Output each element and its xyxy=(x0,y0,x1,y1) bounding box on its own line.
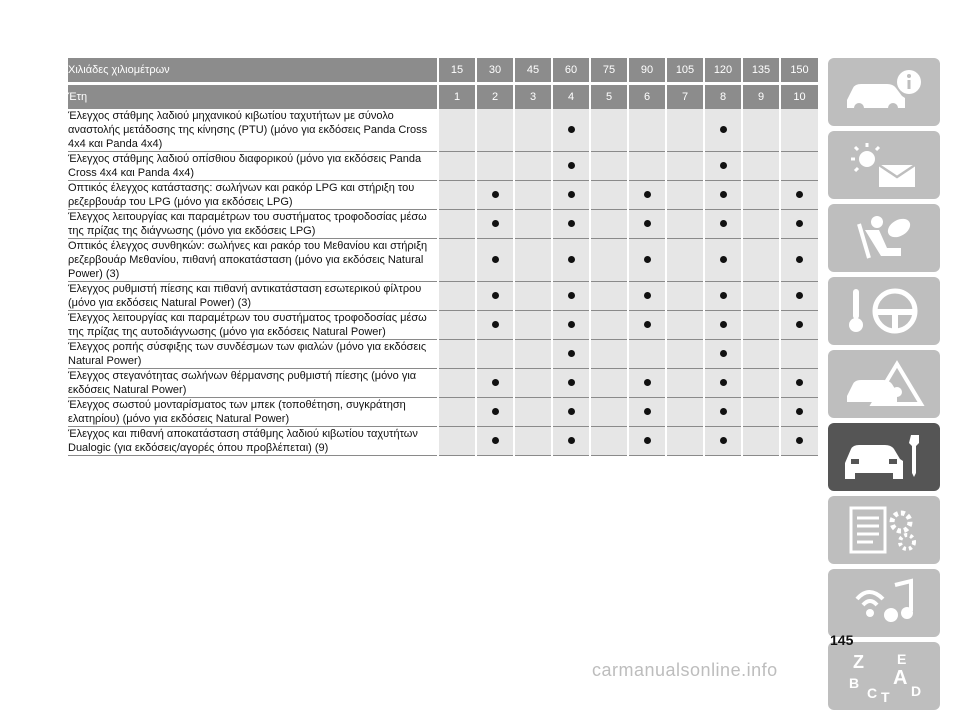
interval-cell xyxy=(780,210,818,239)
interval-cell xyxy=(514,239,552,282)
scheduled-dot xyxy=(720,126,727,133)
index-letter: E xyxy=(897,651,907,667)
interval-cell xyxy=(742,210,780,239)
interval-cell xyxy=(780,311,818,340)
index-letter: Z xyxy=(853,652,864,672)
scheduled-dot xyxy=(720,256,727,263)
interval-cell xyxy=(666,427,704,456)
interval-cell xyxy=(742,427,780,456)
interval-cell xyxy=(666,311,704,340)
maintenance-task: Έλεγχος στεγανότητας σωλήνων θέρμανσης ρυθμιστή πίεσης (μόνο για εκδόσεις Natural Power) xyxy=(68,369,438,398)
years-header-label: Έτη xyxy=(68,84,438,110)
interval-cell xyxy=(704,239,742,282)
km-value: 15 xyxy=(438,58,476,84)
interval-cell xyxy=(476,152,514,181)
table-row xyxy=(68,311,818,340)
interval-cell xyxy=(704,152,742,181)
maintenance-task: Έλεγχος και πιθανή αποκατάσταση στάθμης λαδιού κιβωτίου ταχυτήτων Dualogic (για εκδόσεις/αγορές όπου προβλέπεται) (9) xyxy=(68,427,438,456)
scheduled-dot xyxy=(796,437,803,444)
interval-cell xyxy=(628,239,666,282)
interval-cell xyxy=(666,369,704,398)
maintenance-task: Έλεγχος λειτουργίας και παραμέτρων του συστήματος τροφοδοσίας μέσω της πρίζας της διάγνωσης (μόνο για εκδόσεις LPG) xyxy=(68,210,438,239)
specifications-icon xyxy=(839,502,929,558)
interval-cell xyxy=(476,239,514,282)
scheduled-dot xyxy=(720,162,727,169)
interval-cell xyxy=(476,109,514,152)
tab-emergency[interactable] xyxy=(828,350,940,418)
interval-cell xyxy=(628,398,666,427)
km-value: 120 xyxy=(704,58,742,84)
interval-cell xyxy=(476,210,514,239)
chapter-sidebar xyxy=(828,58,940,715)
interval-cell xyxy=(666,340,704,369)
scheduled-dot xyxy=(568,162,575,169)
interval-cell xyxy=(438,181,476,210)
interval-cell xyxy=(666,398,704,427)
table-row xyxy=(68,210,818,239)
interval-cell xyxy=(514,282,552,311)
table-row xyxy=(68,109,818,152)
interval-cell xyxy=(742,109,780,152)
maintenance-task: Έλεγχος ροπής σύσφιξης των συνδέσμων των φιαλών (μόνο για εκδόσεις Natural Power) xyxy=(68,340,438,369)
interval-cell xyxy=(514,398,552,427)
scheduled-dot xyxy=(644,437,651,444)
scheduled-dot xyxy=(492,292,499,299)
index-letter: C xyxy=(867,685,878,701)
scheduled-dot xyxy=(644,220,651,227)
interval-cell xyxy=(590,181,628,210)
interval-cell xyxy=(742,239,780,282)
km-value: 150 xyxy=(780,58,818,84)
interval-cell xyxy=(780,109,818,152)
interval-cell xyxy=(704,282,742,311)
scheduled-dot xyxy=(492,256,499,263)
scheduled-dot xyxy=(720,350,727,357)
interval-cell xyxy=(552,210,590,239)
interval-cell xyxy=(780,239,818,282)
car-maintenance-icon xyxy=(839,429,929,485)
interval-cell xyxy=(552,340,590,369)
interval-cell xyxy=(780,152,818,181)
index-letter: A xyxy=(893,667,908,689)
interval-cell xyxy=(476,181,514,210)
scheduled-dot xyxy=(720,437,727,444)
interval-cell xyxy=(780,369,818,398)
scheduled-dot xyxy=(720,220,727,227)
scheduled-dot xyxy=(568,126,575,133)
year-value: 7 xyxy=(666,84,704,110)
scheduled-dot xyxy=(644,321,651,328)
interval-cell xyxy=(780,427,818,456)
tab-dashboard[interactable] xyxy=(828,58,940,126)
year-value: 3 xyxy=(514,84,552,110)
interval-cell xyxy=(476,369,514,398)
year-value: 2 xyxy=(476,84,514,110)
table-row xyxy=(68,340,818,369)
interval-cell xyxy=(666,239,704,282)
interval-cell xyxy=(590,340,628,369)
interval-cell xyxy=(590,109,628,152)
interval-cell xyxy=(704,398,742,427)
interval-cell xyxy=(704,427,742,456)
interval-cell xyxy=(780,398,818,427)
interval-cell xyxy=(628,427,666,456)
scheduled-dot xyxy=(492,379,499,386)
scheduled-dot xyxy=(492,321,499,328)
alphabetical-index-icon xyxy=(839,648,929,704)
interval-cell xyxy=(476,311,514,340)
interval-cell xyxy=(476,398,514,427)
scheduled-dot xyxy=(720,292,727,299)
maintenance-task: Έλεγχος λειτουργίας και παραμέτρων του συστήματος τροφοδοσίας μέσω της πρίζας της αυτοδιάγνωσης (μόνο για εκδόσεις Natural Power) xyxy=(68,311,438,340)
year-value: 9 xyxy=(742,84,780,110)
years-header-row xyxy=(68,84,818,110)
interval-cell xyxy=(476,282,514,311)
interval-cell xyxy=(514,340,552,369)
km-value: 75 xyxy=(590,58,628,84)
interval-cell xyxy=(590,398,628,427)
interval-cell xyxy=(666,109,704,152)
interval-cell xyxy=(438,369,476,398)
scheduled-dot xyxy=(644,379,651,386)
interval-cell xyxy=(552,181,590,210)
interval-cell xyxy=(628,181,666,210)
interval-cell xyxy=(704,181,742,210)
interval-cell xyxy=(704,311,742,340)
page-number: 145 xyxy=(830,632,854,648)
maintenance-task: Έλεγχος στάθμης λαδιού οπίσθιου διαφορικού (μόνο για εκδόσεις Panda Cross 4x4 και Panda 4x4) xyxy=(68,152,438,181)
airbag-seat-icon xyxy=(839,210,929,266)
tab-safety[interactable] xyxy=(828,204,940,272)
interval-cell xyxy=(476,340,514,369)
interval-cell xyxy=(666,181,704,210)
scheduled-dot xyxy=(492,191,499,198)
scheduled-dot xyxy=(568,408,575,415)
year-value: 1 xyxy=(438,84,476,110)
interval-cell xyxy=(438,427,476,456)
scheduled-dot xyxy=(568,191,575,198)
scheduled-dot xyxy=(492,408,499,415)
interval-cell xyxy=(780,181,818,210)
interval-cell xyxy=(590,427,628,456)
interval-cell xyxy=(628,109,666,152)
km-value: 60 xyxy=(552,58,590,84)
table-row xyxy=(68,152,818,181)
interval-cell xyxy=(590,311,628,340)
interval-cell xyxy=(438,311,476,340)
km-value: 45 xyxy=(514,58,552,84)
car-info-icon xyxy=(839,64,929,120)
interval-cell xyxy=(438,398,476,427)
scheduled-dot xyxy=(568,437,575,444)
interval-cell xyxy=(628,152,666,181)
table-row xyxy=(68,398,818,427)
km-value: 135 xyxy=(742,58,780,84)
interval-cell xyxy=(704,369,742,398)
scheduled-dot xyxy=(644,191,651,198)
tab-technical-data[interactable] xyxy=(828,496,940,564)
index-letter: D xyxy=(911,683,922,699)
scheduled-dot xyxy=(796,256,803,263)
interval-cell xyxy=(666,152,704,181)
interval-cell xyxy=(704,210,742,239)
table-row xyxy=(68,282,818,311)
interval-cell xyxy=(590,152,628,181)
scheduled-dot xyxy=(796,292,803,299)
scheduled-dot xyxy=(644,292,651,299)
interval-cell xyxy=(666,210,704,239)
scheduled-dot xyxy=(568,256,575,263)
interval-cell xyxy=(742,369,780,398)
scheduled-dot xyxy=(644,256,651,263)
interval-cell xyxy=(438,282,476,311)
table-row xyxy=(68,181,818,210)
table-row xyxy=(68,427,818,456)
interval-cell xyxy=(552,311,590,340)
scheduled-dot xyxy=(492,437,499,444)
interval-cell xyxy=(552,427,590,456)
tab-multimedia[interactable] xyxy=(828,569,940,637)
interval-cell xyxy=(514,210,552,239)
year-value: 6 xyxy=(628,84,666,110)
interval-cell xyxy=(438,152,476,181)
interval-cell xyxy=(552,282,590,311)
interval-cell xyxy=(666,282,704,311)
scheduled-dot xyxy=(568,220,575,227)
interval-cell xyxy=(704,109,742,152)
maintenance-task: Έλεγχος στάθμης λαδιού μηχανικού κιβωτίου ταχυτήτων με σύνολο αναστολής μετάδοσης της κίνησης (PTU) (μόνο για εκδόσεις Panda Cross 4x4 και Panda 4x4) xyxy=(68,109,438,152)
km-header-row xyxy=(68,58,818,84)
scheduled-dot xyxy=(568,292,575,299)
maintenance-task: Οπτικός έλεγχος συνθηκών: σωλήνες και ρακόρ του Μεθανίου και στήριξη ρεζερβουάρ Μεθανίου, πιθανή αποκατάσταση (μόνο για εκδόσεις Natural Power) (3) xyxy=(68,239,438,282)
interval-cell xyxy=(628,369,666,398)
interval-cell xyxy=(476,427,514,456)
year-value: 5 xyxy=(590,84,628,110)
interval-cell xyxy=(742,152,780,181)
scheduled-dot xyxy=(796,220,803,227)
watermark: carmanualsonline.info xyxy=(592,660,778,680)
interval-cell xyxy=(552,398,590,427)
tab-starting-driving[interactable] xyxy=(828,277,940,345)
interval-cell xyxy=(514,369,552,398)
table-row xyxy=(68,369,818,398)
interval-cell xyxy=(514,109,552,152)
scheduled-dot xyxy=(796,321,803,328)
interval-cell xyxy=(552,239,590,282)
interval-cell xyxy=(590,210,628,239)
steering-wheel-key-icon xyxy=(839,283,929,339)
year-value: 8 xyxy=(704,84,742,110)
interval-cell xyxy=(590,239,628,282)
interval-cell xyxy=(552,109,590,152)
warning-lights-icon xyxy=(839,137,929,193)
emergency-icon xyxy=(839,356,929,412)
maintenance-task: Έλεγχος σωστού μονταρίσματος των μπεκ (τοποθέτηση, συγκράτηση ελατηρίου) (μόνο για εκδόσεις Natural Power) xyxy=(68,398,438,427)
interval-cell xyxy=(514,181,552,210)
km-value: 30 xyxy=(476,58,514,84)
scheduled-dot xyxy=(492,220,499,227)
interval-cell xyxy=(780,340,818,369)
scheduled-dot xyxy=(720,379,727,386)
table-row xyxy=(68,239,818,282)
tab-warning-lights[interactable] xyxy=(828,131,940,199)
maintenance-task: Οπτικός έλεγχος κατάστασης: σωλήνων και ρακόρ LPG και στήριξη του ρεζερβουάρ του LPG (μόνο για εκδόσεις LPG) xyxy=(68,181,438,210)
interval-cell xyxy=(742,181,780,210)
scheduled-dot xyxy=(796,191,803,198)
km-header-label: Χιλιάδες χιλιομέτρων xyxy=(68,58,438,84)
interval-cell xyxy=(628,282,666,311)
maintenance-task: Έλεγχος ρυθμιστή πίεσης και πιθανή αντικατάσταση εσωτερικού φίλτρου (μόνο για εκδόσεις Natural Power) (3) xyxy=(68,282,438,311)
interval-cell xyxy=(552,369,590,398)
interval-cell xyxy=(590,282,628,311)
year-value: 4 xyxy=(552,84,590,110)
interval-cell xyxy=(628,340,666,369)
multimedia-icon xyxy=(839,575,929,631)
interval-cell xyxy=(514,311,552,340)
maintenance-schedule-table xyxy=(68,58,818,456)
tab-index[interactable] xyxy=(828,642,940,710)
km-value: 90 xyxy=(628,58,666,84)
scheduled-dot xyxy=(720,191,727,198)
scheduled-dot xyxy=(644,408,651,415)
scheduled-dot xyxy=(796,408,803,415)
interval-cell xyxy=(438,210,476,239)
interval-cell xyxy=(552,152,590,181)
index-letter: B xyxy=(849,675,860,691)
scheduled-dot xyxy=(568,379,575,386)
interval-cell xyxy=(742,398,780,427)
interval-cell xyxy=(704,340,742,369)
interval-cell xyxy=(780,282,818,311)
scheduled-dot xyxy=(796,379,803,386)
km-value: 105 xyxy=(666,58,704,84)
tab-maintenance[interactable] xyxy=(828,423,940,491)
interval-cell xyxy=(628,210,666,239)
interval-cell xyxy=(742,282,780,311)
scheduled-dot xyxy=(568,321,575,328)
interval-cell xyxy=(514,152,552,181)
interval-cell xyxy=(742,340,780,369)
interval-cell xyxy=(438,109,476,152)
scheduled-dot xyxy=(720,321,727,328)
interval-cell xyxy=(590,369,628,398)
interval-cell xyxy=(628,311,666,340)
interval-cell xyxy=(438,340,476,369)
interval-cell xyxy=(514,427,552,456)
interval-cell xyxy=(438,239,476,282)
scheduled-dot xyxy=(568,350,575,357)
index-letter: T xyxy=(881,689,890,704)
scheduled-dot xyxy=(720,408,727,415)
year-value: 10 xyxy=(780,84,818,110)
interval-cell xyxy=(742,311,780,340)
